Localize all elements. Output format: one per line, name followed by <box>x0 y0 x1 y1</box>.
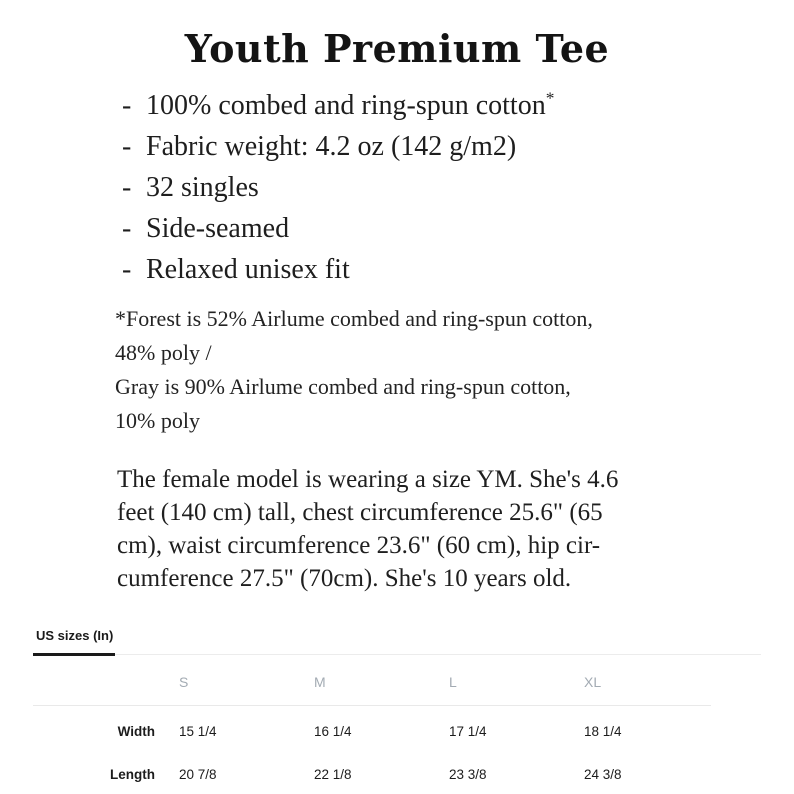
list-item <box>122 167 794 208</box>
bullet-dash: - <box>122 172 132 203</box>
column-header-xl: XL <box>560 655 711 706</box>
column-header-l: L <box>425 655 560 706</box>
size-chart-tabbar <box>33 627 761 655</box>
model-info-line: feet (140 cm) tall, chest circumference 25.6" (65 <box>117 499 603 526</box>
row-label-width: Width <box>117 724 155 739</box>
size-chart-table <box>33 655 761 792</box>
tab-us-sizes-in[interactable]: US sizes (In) <box>33 628 115 656</box>
footnote-line: *Forest is 52% Airlume combed and ring-spun cotton, <box>115 306 593 331</box>
list-item <box>122 249 794 290</box>
spec-text: Side-seamed <box>146 213 290 244</box>
width-value-s: 15 1/4 <box>179 724 217 739</box>
product-spec-list <box>122 85 794 290</box>
width-value-xl: 18 1/4 <box>584 724 622 739</box>
size-chart <box>33 627 761 792</box>
spec-text: Fabric weight: 4.2 oz (142 g/m2) <box>146 131 517 162</box>
model-info-line: cumference 27.5" (70cm). She's 10 years old. <box>117 565 572 592</box>
width-value-m: 16 1/4 <box>314 724 352 739</box>
column-header-empty <box>33 655 155 706</box>
bullet-dash: - <box>122 90 132 121</box>
bullet-dash: - <box>122 213 132 244</box>
width-value-l: 17 1/4 <box>449 724 487 739</box>
length-value-s: 20 7/8 <box>179 767 217 782</box>
length-value-m: 22 1/8 <box>314 767 352 782</box>
footnote-line: Gray is 90% Airlume combed and ring-spun cotton, <box>115 374 571 399</box>
footnote-line: 10% poly <box>115 408 200 433</box>
bullet-dash: - <box>122 131 132 162</box>
spec-text <box>146 85 554 126</box>
page-title: Youth Premium Tee <box>184 26 610 71</box>
list-item <box>122 126 794 167</box>
footnote-line: 48% poly / <box>115 340 212 365</box>
model-info-line: The female model is wearing a size YM. She's 4.6 <box>117 466 619 493</box>
footnote-marker: * <box>545 88 555 108</box>
list-item <box>122 208 794 249</box>
spec-text: 32 singles <box>146 172 259 203</box>
fabric-footnote <box>115 302 754 438</box>
model-size-paragraph <box>117 463 754 595</box>
model-info-line: cm), waist circumference 23.6" (60 cm), hip cir- <box>117 532 601 559</box>
spec-text-main: 100% combed and ring-spun cotton <box>146 90 546 121</box>
spec-text: Relaxed unisex fit <box>146 254 350 285</box>
list-item <box>122 85 794 126</box>
column-header-m: M <box>290 655 425 706</box>
bullet-dash: - <box>122 254 132 285</box>
row-label-length: Length <box>110 767 155 782</box>
length-value-xl: 24 3/8 <box>584 767 622 782</box>
length-value-l: 23 3/8 <box>449 767 487 782</box>
column-header-s: S <box>155 655 290 706</box>
